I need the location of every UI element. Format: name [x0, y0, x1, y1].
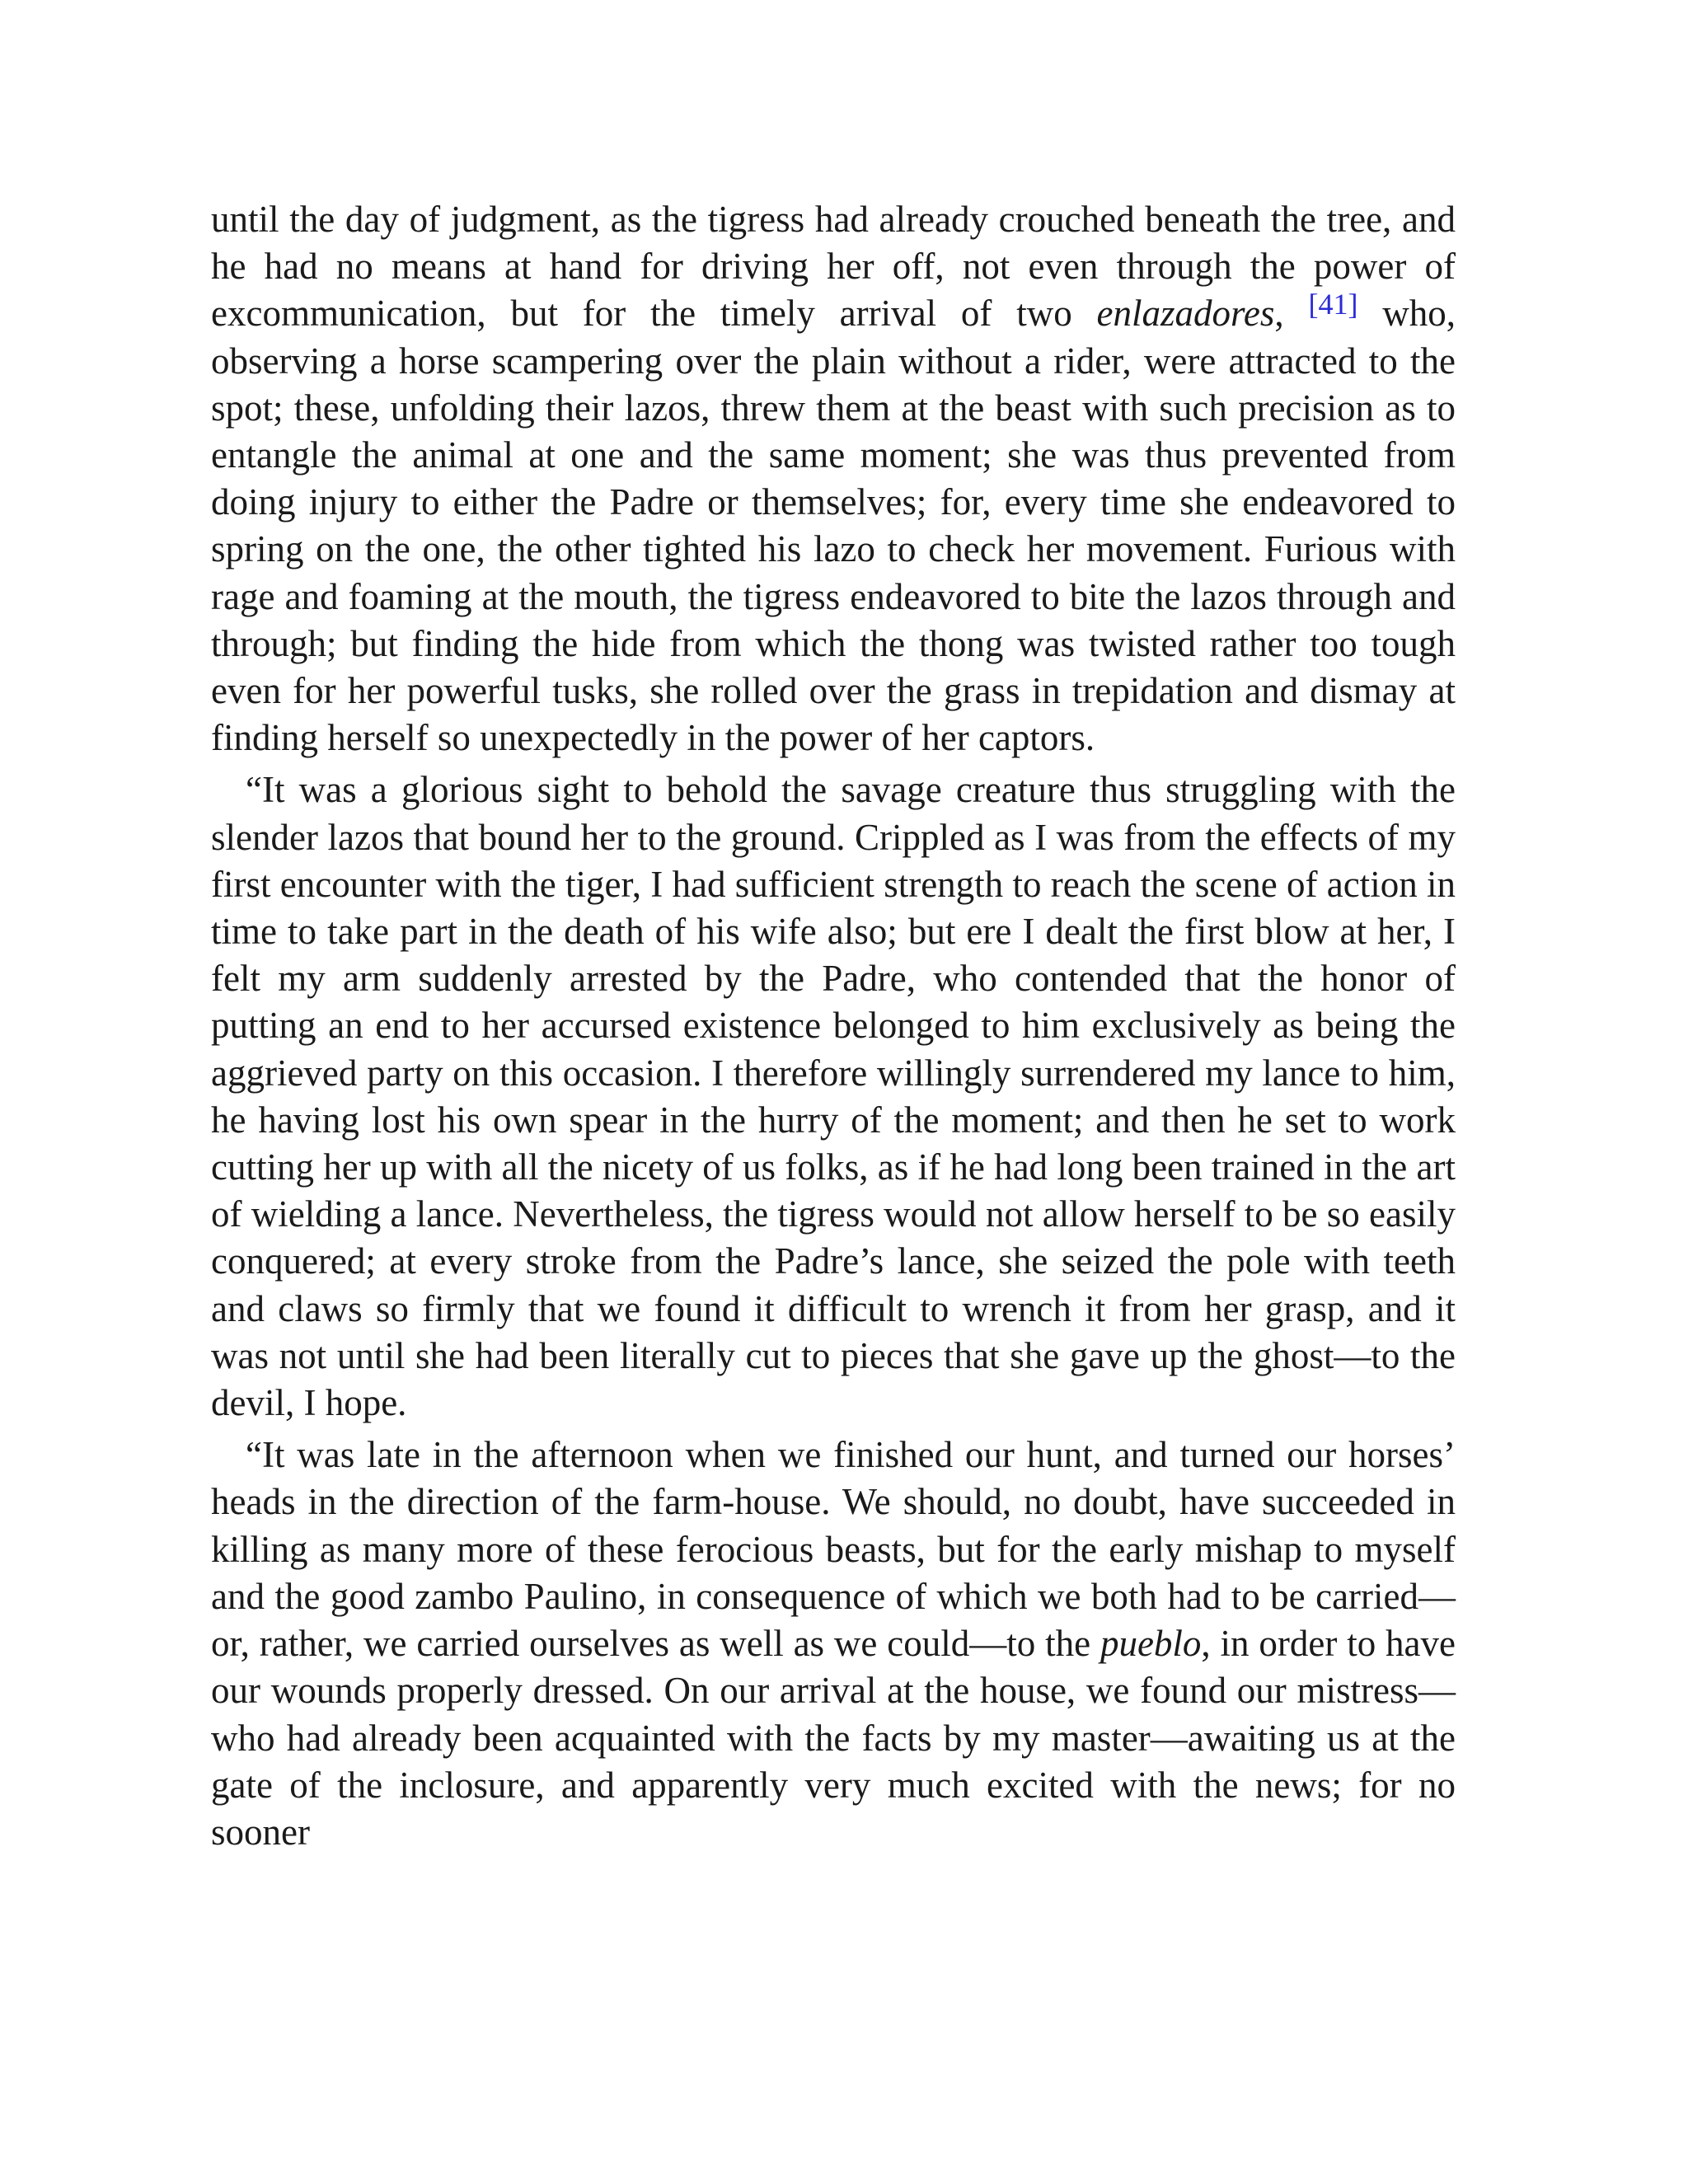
paragraph-1-text-a: until the day of judgment, as the tigress had already crouched beneath the tree, and he had no means at hand for driving her off, not even through the power of excommunication, but for the timely arrival of two: [211, 199, 1456, 335]
paragraph-3: [211, 1432, 1456, 1856]
paragraph-1-comma: ,: [1274, 293, 1284, 335]
page-body: [211, 196, 1456, 1856]
paragraph-3-text-b: , in order to have our wounds properly dressed. On our arrival at the house, we found our mistress—who had already been acquainted with the facts by my master—awaiting us at the gate of the inclosure, and apparently very much excited with the news; for no sooner: [211, 1623, 1456, 1853]
italic-term-enlazadores: enlazadores: [1096, 293, 1275, 335]
paragraph-1-text-b: who, observing a horse scampering over the plain without a rider, were attracted to the spot; these, unfolding their lazos, threw them at the beast with such precision as to entangle the animal at one and the same moment; she was thus prevented from doing injury to either the Padre or themselves; for, every time she endeavored to spring on the one, the other tighted his lazo to check her movement. Furious with rage and foaming at the mouth, the tigress endeavored to bite the lazos through and through; but finding the hide from which the thong was twisted rather too tough even for her powerful tusks, she rolled over the grass in trepidation and dismay at finding herself so unexpectedly in the power of her captors.: [211, 293, 1456, 759]
paragraph-3-text-a: “It was late in the afternoon when we finished our hunt, and turned our horses’ heads in the direction of the farm-house. We should, no doubt, have succeeded in killing as many more of these ferocious beasts, but for the early mishap to myself and the good zambo Paulino, in consequence of which we both had to be carried—or, rather, we carried ourselves as well as we could—to the: [211, 1434, 1456, 1665]
paragraph-1: [211, 196, 1456, 762]
paragraph-2: “It was a glorious sight to behold the savage creature thus struggling with the slender lazos that bound her to the ground. Crippled as I was from the effects of my first encounter with the tiger, I had sufficient strength to reach the scene of action in time to take part in the death of his wife also; but ere I dealt the first blow at her, I felt my arm suddenly arrested by the Padre, who contended that the honor of putting an end to her accursed existence belonged to him exclusively as being the aggrieved party on this occasion. I therefore willingly surrendered my lance to him, he having lost his own spear in the hurry of the moment; and then he set to work cutting her up with all the nicety of us folks, as if he had long been trained in the art of wielding a lance. Nevertheless, the tigress would not allow herself to be so easily conquered; at every stroke from the Padre’s lance, she seized the pole with teeth and claws so firmly that we found it difficult to wrench it from her grasp, and it was not until she had been literally cut to pieces that she gave up the ghost—to the devil, I hope.: [211, 769, 1456, 1424]
italic-term-pueblo: pueblo: [1100, 1623, 1202, 1665]
footnote-link-41[interactable]: [41]: [1308, 288, 1358, 321]
